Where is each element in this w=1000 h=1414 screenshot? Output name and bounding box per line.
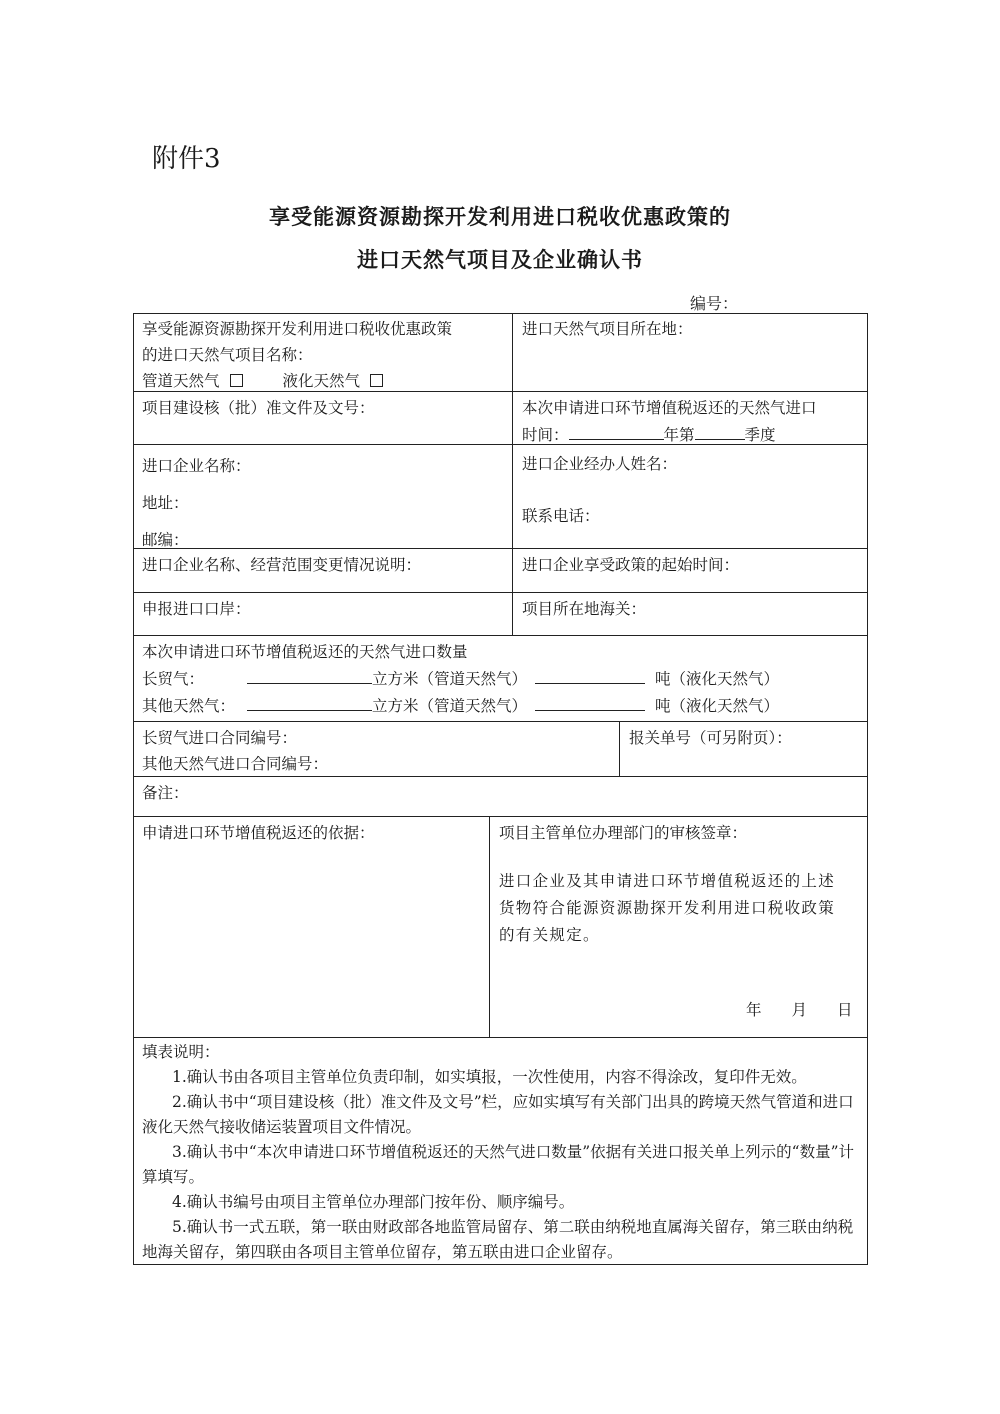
long-term-ton-unit: 吨（液化天然气） (655, 670, 780, 688)
port-label: 申报进口口岸： (142, 600, 251, 618)
other-contract-label: 其他天然气进口合同编号： (142, 755, 329, 773)
customs-cell[interactable] (513, 593, 868, 636)
long-term-contract-label: 长贸气进口合同编号： (142, 729, 298, 747)
import-time-label: 本次申请进口环节增值税返还的天然气进口 (522, 399, 817, 417)
refund-basis-cell[interactable] (133, 817, 490, 1038)
company-info-cell[interactable] (133, 445, 513, 549)
attachment-label: 附件3 (152, 144, 221, 174)
instruction-item: 1.确认书由各项目主管单位负责印制，如实填报，一次性使用，内容不得涂改，复印件无效。 (172, 1068, 807, 1086)
instruction-item: 4.确认书编号由项目主管单位办理部门按年份、顺序编号。 (172, 1193, 575, 1211)
other-gas-cubic-unit: 立方米（管道天然气） (372, 697, 528, 715)
change-desc-label: 进口企业名称、经营范围变更情况说明： (142, 556, 422, 574)
long-term-cubic-blank[interactable] (247, 665, 372, 684)
project-location-label: 进口天然气项目所在地： (522, 320, 693, 338)
long-term-label: 长贸气： (142, 670, 205, 688)
import-time-cell[interactable] (513, 392, 868, 445)
other-gas-cubic-blank[interactable] (247, 692, 372, 711)
long-term-ton-blank[interactable] (535, 665, 645, 684)
policy-start-cell[interactable] (513, 549, 868, 593)
quantity-title: 本次申请进口环节增值税返还的天然气进口数量 (142, 643, 468, 661)
long-term-cubic-unit: 立方米（管道天然气） (372, 670, 528, 688)
project-location-cell[interactable] (513, 313, 868, 392)
date-month: 月 (791, 1001, 808, 1019)
company-name-label: 进口企业名称： (142, 457, 251, 475)
filling-instructions (133, 1038, 868, 1265)
date-day: 日 (837, 1001, 853, 1019)
instruction-item: 5.确认书一式五联，第一联由财政部各地监管局留存、第二联由纳税地直属海关留存，第三联由纳税地海关留存，第四联由各项目主管单位留存，第五联由进口企业留存。 (142, 1218, 854, 1261)
other-gas-ton-unit: 吨（液化天然气） (655, 697, 780, 715)
review-text-line-2: 货物符合能源资源勘探开发利用进口税收政策 (499, 899, 836, 917)
handler-info-cell[interactable] (513, 445, 868, 549)
handler-name-label: 进口企业经办人姓名： (522, 455, 678, 473)
form-title-line-2: 进口天然气项目及企业确认书 (357, 248, 643, 272)
customs-label: 项目所在地海关： (522, 600, 647, 618)
lng-checkbox[interactable] (370, 374, 383, 387)
import-year-blank[interactable] (569, 421, 664, 440)
pipeline-gas-checkbox[interactable] (230, 374, 243, 387)
import-quarter-blank[interactable] (695, 421, 745, 440)
instruction-item: 2.确认书中“项目建设核（批）准文件及文号”栏，应如实填写有关部门出具的跨境天然气管道和进口液化天然气接收储运装置项目文件情况。 (142, 1093, 854, 1136)
quantity-cell[interactable] (133, 636, 868, 722)
review-seal-cell[interactable] (490, 817, 868, 1038)
instructions-heading: 填表说明： (142, 1043, 220, 1061)
remarks-label: 备注： (142, 784, 189, 802)
form-title-line-1: 享受能源资源勘探开发利用进口税收优惠政策的 (269, 205, 731, 229)
year-suffix: 年第 (663, 426, 695, 444)
review-text-line-3: 的有关规定。 (499, 926, 600, 944)
project-name-cell[interactable] (133, 313, 513, 392)
company-postcode-label: 邮编： (142, 531, 189, 549)
review-text-line-1: 进口企业及其申请进口环节增值税返还的上述 (499, 872, 836, 890)
instruction-item: 3.确认书中“本次申请进口环节增值税返还的天然气进口数量”依据有关进口报关单上列示的“数量”计算填写。 (142, 1143, 854, 1186)
project-name-label-1: 享受能源资源勘探开发利用进口税收优惠政策 (142, 320, 453, 338)
date-year: 年 (746, 1001, 762, 1019)
port-cell[interactable] (133, 593, 513, 636)
lng-label: 液化天然气 (282, 372, 361, 390)
refund-basis-label: 申请进口环节增值税返还的依据： (142, 824, 375, 842)
remarks-cell[interactable] (133, 777, 868, 817)
approval-doc-cell[interactable] (133, 392, 513, 445)
other-gas-ton-blank[interactable] (535, 692, 645, 711)
serial-number-label: 编号： (690, 294, 739, 313)
phone-label: 联系电话： (522, 507, 600, 525)
declaration-label: 报关单号（可另附页）： (629, 729, 792, 747)
contract-cell[interactable] (133, 722, 620, 777)
change-desc-cell[interactable] (133, 549, 513, 593)
approval-doc-label: 项目建设核（批）准文件及文号： (142, 399, 375, 417)
declaration-cell[interactable] (620, 722, 868, 777)
other-gas-label: 其他天然气： (142, 697, 236, 715)
pipeline-gas-label: 管道天然气 (142, 372, 220, 390)
review-seal-label: 项目主管单位办理部门的审核签章： (499, 824, 748, 842)
project-name-label-2: 的进口天然气项目名称： (142, 346, 313, 364)
quarter-suffix: 季度 (744, 426, 776, 444)
import-time-prefix: 时间： (522, 426, 569, 444)
policy-start-label: 进口企业享受政策的起始时间： (522, 556, 740, 574)
company-address-label: 地址： (142, 494, 189, 512)
